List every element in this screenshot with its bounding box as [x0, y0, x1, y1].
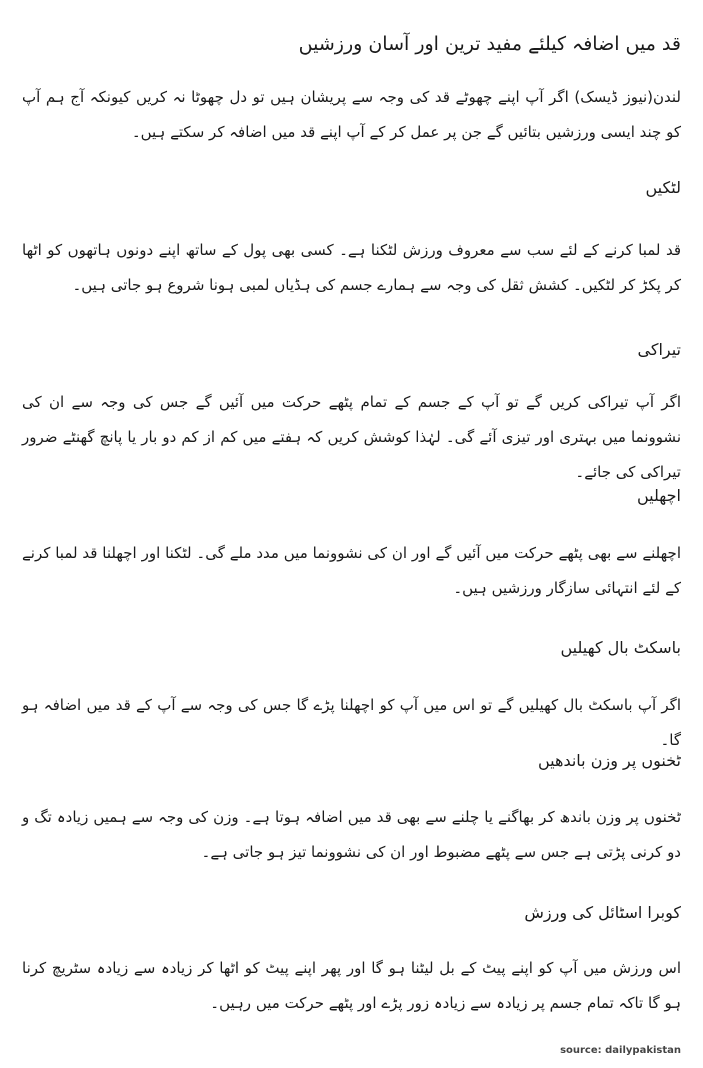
heading-jumping: اچھلیں [636, 486, 681, 505]
paragraph-swimming: اگر آپ تیراکی کریں گے تو آپ کے جسم کے تمام پٹھے حرکت میں آئیں گے جس کی وجہ سے ان کی نشوونما میں بہتری اور تیزی آئے گی۔ لہٰذا کوشش کریں کہ ہفتے میں کم از کم دو بار یا پانچ گھنٹے ضرور تیراکی کی جائے۔ [22, 393, 681, 481]
heading-ankle-weights: ٹخنوں پر وزن باندھیں [538, 751, 681, 770]
paragraph-ankle-weights: ٹخنوں پر وزن باندھ کر بھاگنے یا چلنے سے بھی قد میں اضافہ ہوتا ہے۔ وزن کی وجہ سے ہمیں زیادہ تگ و دو کرنی پڑتی ہے جس سے پٹھے مضبوط اور ان کی نشوونما تیز ہو جاتی ہے۔ [22, 808, 681, 861]
heading-hanging: لٹکیں [645, 178, 681, 197]
article-title: قد میں اضافہ کیلئے مفید ترین اور آسان ورزشیں [298, 33, 681, 55]
paragraph-cobra: اس ورزش میں آپ کو اپنے پیٹ کے بل لیٹنا ہو گا اور پھر اپنے پیٹ کو اٹھا کر زیادہ سے زیادہ سٹریچ کرنا ہو گا تاکہ تمام جسم پر زیادہ سے زیادہ زور پڑے اور پٹھے حرکت میں رہیں۔ [22, 959, 681, 1012]
heading-swimming: تیراکی [637, 340, 681, 359]
source-credit: source: dailypakistan [560, 1045, 681, 1056]
paragraph-jumping: اچھلنے سے بھی پٹھے حرکت میں آئیں گے اور ان کی نشوونما میں مدد ملے گی۔ لٹکنا اور اچھلنا قد لمبا کرنے کے لئے انتہائی سازگار ورزشیں ہیں۔ [22, 544, 681, 597]
heading-basketball: باسکٹ بال کھیلیں [560, 638, 681, 657]
paragraph-hanging: قد لمبا کرنے کے لئے سب سے معروف ورزش لٹکنا ہے۔ کسی بھی پول کے ساتھ اپنے دونوں ہاتھوں کو اٹھا کر پکڑ کر لٹکیں۔ کشش ثقل کی وجہ سے ہمارے جسم کی ہڈیاں لمبی ہونا شروع ہو جاتی ہیں۔ [22, 241, 681, 294]
paragraph-basketball: اگر آپ باسکٹ بال کھیلیں گے تو اس میں آپ کو اچھلنا پڑے گا جس کی وجہ سے آپ کے قد میں اضافہ ہو گا۔ [22, 696, 681, 749]
intro-paragraph: لندن(نیوز ڈیسک) اگر آپ اپنے چھوٹے قد کی وجہ سے پریشان ہیں تو دل چھوٹا نہ کریں کیونکہ آج ہم آپ کو چند ایسی ورزشیں بتائیں گے جن پر عمل کر کے آپ اپنے قد میں اضافہ کر سکتے ہیں۔ [22, 88, 681, 141]
heading-cobra: کوبرا اسٹائل کی ورزش [524, 903, 681, 922]
